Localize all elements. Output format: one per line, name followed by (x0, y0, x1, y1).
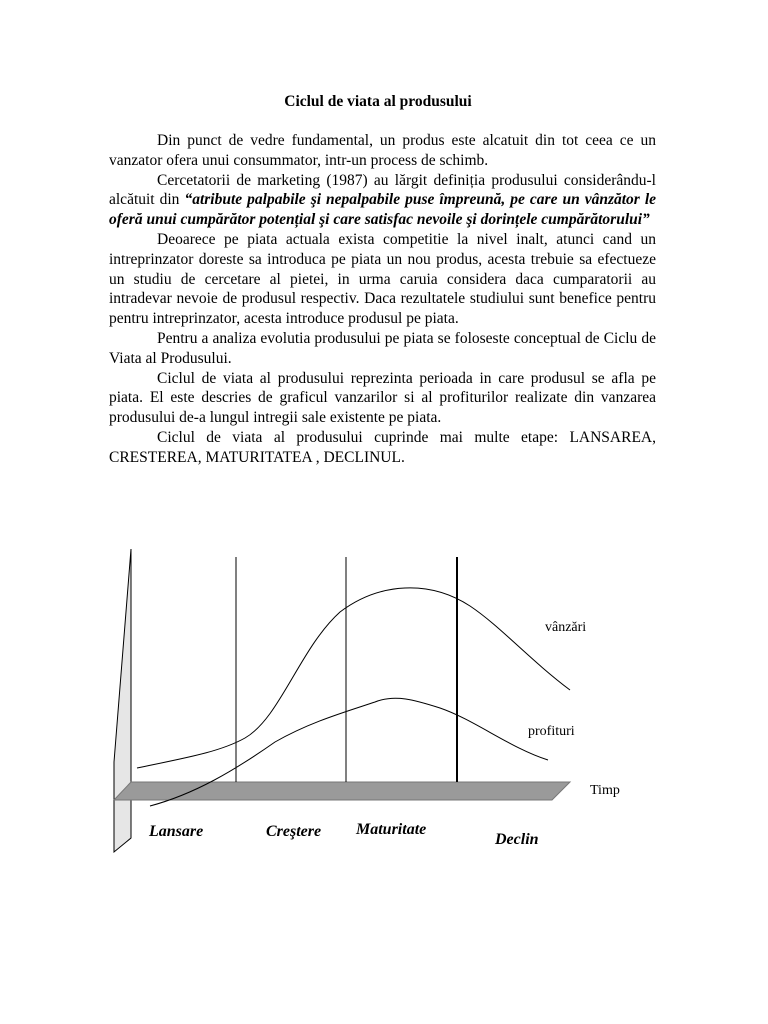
stage-label-maturity: Maturitate (356, 821, 427, 838)
stage-label-launch: Lansare (149, 823, 204, 840)
product-lifecycle-diagram (0, 530, 768, 870)
paragraph-stages: Ciclul de viata al produsului cuprinde mai multe etape: LANSAREA, CRESTEREA, MATURITATEA , DECLINUL. (109, 428, 656, 466)
paragraph-definition: Din punct de vedre fundamental, un produs este alcatuit din tot ceea ce un vanzator ofera unui consummator, intr-un process de schimb. (109, 132, 656, 169)
definition-quote: “atribute palpabile şi nepalpabile puse împreună, pe care un vânzător le oferă unui cumpărător potențial şi care satisfac nevoile şi dorințele cumpărătorului” (109, 191, 657, 229)
paragraph-researchers-text: Cercetatorii de marketing (1987) au lărgit definiția produsului considerându-l alcătuit din (109, 171, 656, 209)
paragraph-concept: Pentru a analiza evolutia produsului pe piata se foloseste conceptual de Ciclu de Viata al Produsului. (109, 329, 656, 367)
document-body (109, 131, 656, 468)
paragraph-researchers (109, 171, 656, 230)
stage-label-decline: Declin (495, 831, 539, 848)
time-axis-label: Timp (590, 783, 620, 798)
horizontal-axis-floor (114, 782, 570, 800)
profits-label: profituri (528, 724, 575, 739)
sales-label: vânzări (545, 620, 587, 635)
stage-label-growth: Creştere (266, 823, 322, 840)
document-title: Ciclul de viata al produsului (284, 93, 472, 110)
paragraph-lifecycle: Ciclul de viata al produsului reprezinta perioada in care produsul se afla pe piata. El este descries de graficul vanzarilor si al profiturilor realizate din vanzarea produsului de-a lungul intregii sale existente pe piata. (109, 369, 656, 427)
vertical-axis-wall (114, 549, 131, 852)
paragraph-competition: Deoarece pe piata actuala exista competitie la nivel inalt, atunci cand un intreprinzator doreste sa introduca pe piata un nou produs, acesta trebuie sa efectueze un studiu de cercetare al pietei, in urma caruia considera daca cumparatorii au intradevar nevoie de produsul respectiv. Daca rezultatele studiului sunt benefice pentru pentru intreprinzator, acesta introduce produsul pe piata. (109, 230, 656, 328)
